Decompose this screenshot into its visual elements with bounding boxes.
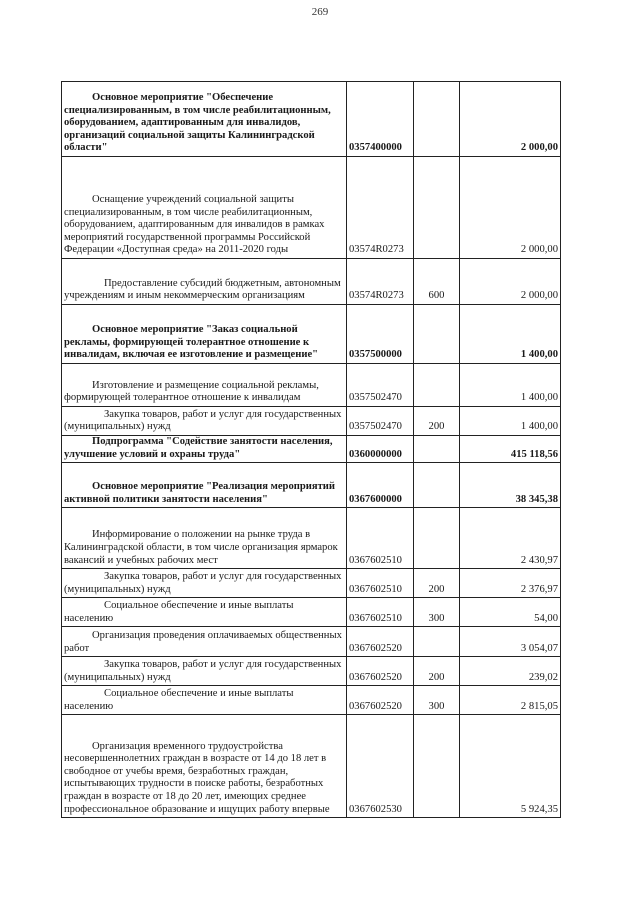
row-amount: 2 376,97: [460, 569, 561, 598]
row-type: [414, 157, 460, 259]
row-amount: 2 000,00: [460, 82, 561, 157]
table-row: [62, 463, 561, 508]
table-row: [62, 508, 561, 569]
row-amount: 1 400,00: [460, 407, 561, 436]
row-name: Закупка товаров, работ и услуг для государственных (муниципальных) нужд: [62, 569, 347, 598]
row-amount: 38 345,38: [460, 463, 561, 508]
table-row: [62, 569, 561, 598]
row-name: Социальное обеспечение и иные выплаты населению: [62, 686, 347, 715]
table-row: [62, 259, 561, 305]
row-amount: 1 400,00: [460, 364, 561, 407]
table-row: [62, 82, 561, 157]
row-type: 600: [414, 259, 460, 305]
row-type: 200: [414, 407, 460, 436]
row-amount: 2 815,05: [460, 686, 561, 715]
row-type: [414, 463, 460, 508]
row-amount: 3 054,07: [460, 627, 561, 657]
row-code: 0357502470: [347, 407, 414, 436]
row-code: 0360000000: [347, 436, 414, 463]
row-code: 0357400000: [347, 82, 414, 157]
row-code: 0367602520: [347, 686, 414, 715]
row-code: 03574R0273: [347, 259, 414, 305]
table-row: [62, 627, 561, 657]
row-code: 0367602530: [347, 715, 414, 818]
row-type: [414, 436, 460, 463]
row-type: 200: [414, 569, 460, 598]
row-name: Основное мероприятие "Реализация мероприятий активной политики занятости населения": [62, 463, 347, 508]
row-type: [414, 627, 460, 657]
row-type: [414, 82, 460, 157]
budget-table: [61, 81, 561, 818]
row-code: 0367602510: [347, 569, 414, 598]
page-number: 269: [311, 6, 329, 18]
row-name: Организация проведения оплачиваемых общественных работ: [62, 627, 347, 657]
row-code: 0357500000: [347, 305, 414, 364]
row-name: Основное мероприятие "Заказ социальной рекламы, формирующей толерантное отношение к инвалидам, включая ее изготовление и размещение": [62, 305, 347, 364]
row-type: 300: [414, 598, 460, 627]
row-amount: 239,02: [460, 657, 561, 686]
table-row: [62, 657, 561, 686]
row-amount: 5 924,35: [460, 715, 561, 818]
table-row: [62, 305, 561, 364]
row-type: [414, 305, 460, 364]
row-amount: 2 430,97: [460, 508, 561, 569]
row-name: Информирование о положении на рынке труда в Калининградской области, в том числе организация ярмарок вакансий и учебных рабочих мест: [62, 508, 347, 569]
row-type: [414, 508, 460, 569]
row-name: Закупка товаров, работ и услуг для государственных (муниципальных) нужд: [62, 657, 347, 686]
row-name: Изготовление и размещение социальной рекламы, формирующей толерантное отношение к инвалидам: [62, 364, 347, 407]
row-code: 0367602520: [347, 627, 414, 657]
row-type: 200: [414, 657, 460, 686]
table-row: [62, 715, 561, 818]
row-name: Основное мероприятие "Обеспечение специализированным, в том числе реабилитационным, оборудованием, адаптированным для инвалидов, организаций социальной защиты Калининградской области": [62, 82, 347, 157]
row-amount: 2 000,00: [460, 157, 561, 259]
row-amount: 1 400,00: [460, 305, 561, 364]
row-code: 0367600000: [347, 463, 414, 508]
row-amount: 2 000,00: [460, 259, 561, 305]
row-name: Социальное обеспечение и иные выплаты населению: [62, 598, 347, 627]
table-row: [62, 436, 561, 463]
row-amount: 54,00: [460, 598, 561, 627]
row-code: 0367602520: [347, 657, 414, 686]
row-type: [414, 715, 460, 818]
row-name: Оснащение учреждений социальной защиты специализированным, в том числе реабилитационным, оборудованием, адаптированным для инвалидов в рамках мероприятий государственной программы Российской Федерации «Доступная среда» на 2011-2020 годы: [62, 157, 347, 259]
table-row: [62, 364, 561, 407]
table-row: [62, 157, 561, 259]
row-name: Организация временного трудоустройства несовершеннолетних граждан в возрасте от 14 до 18 лет в свободное от учебы время, безработных граждан, испытывающих трудности в поиске работы, безработных граждан в возрасте от 18 до 20 лет, имеющих среднее профессиональное образование и ищущих работу впервые: [62, 715, 347, 818]
row-name: Подпрограмма "Содействие занятости населения, улучшение условий и охраны труда": [62, 436, 347, 463]
table-row: [62, 407, 561, 436]
row-type: [414, 364, 460, 407]
table-row: [62, 598, 561, 627]
row-type: 300: [414, 686, 460, 715]
row-code: 0357502470: [347, 364, 414, 407]
row-code: 0367602510: [347, 508, 414, 569]
row-code: 03574R0273: [347, 157, 414, 259]
row-name: Предоставление субсидий бюджетным, автономным учреждениям и иным некоммерческим организациям: [62, 259, 347, 305]
row-code: 0367602510: [347, 598, 414, 627]
row-name: Закупка товаров, работ и услуг для государственных (муниципальных) нужд: [62, 407, 347, 436]
row-amount: 415 118,56: [460, 436, 561, 463]
table-row: [62, 686, 561, 715]
